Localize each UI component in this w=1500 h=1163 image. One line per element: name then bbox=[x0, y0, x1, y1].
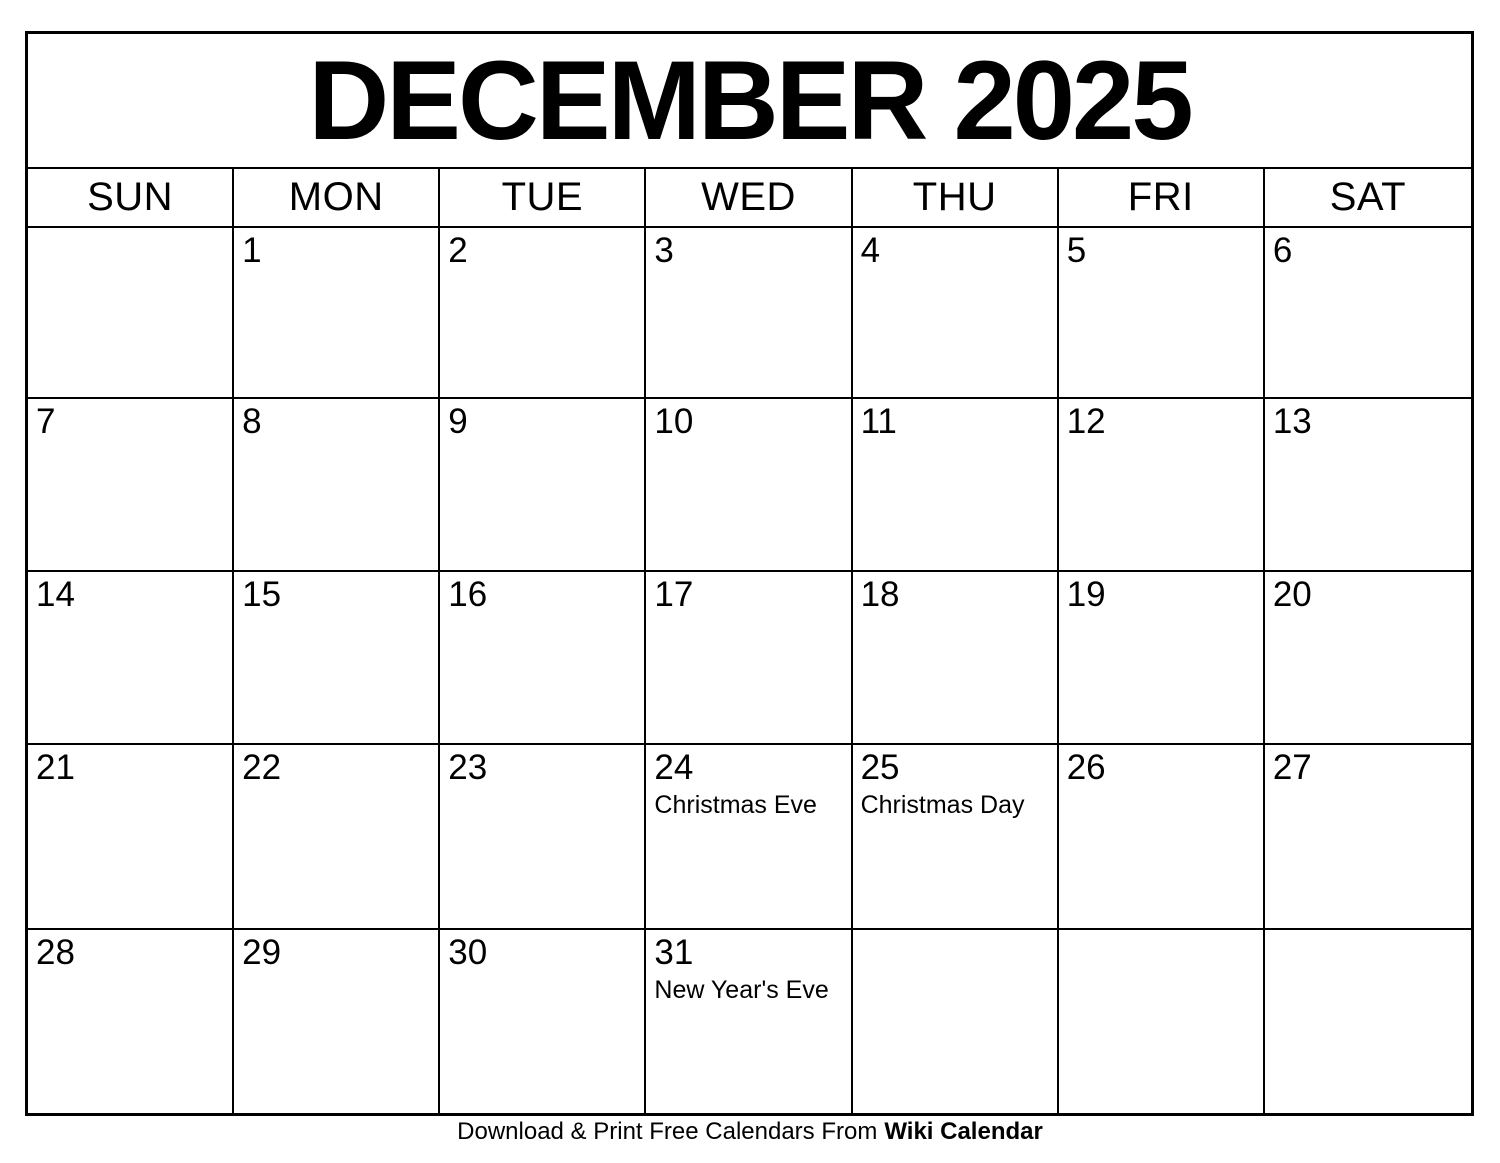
day-number: 2 bbox=[448, 231, 468, 270]
day-cell-3 bbox=[646, 228, 852, 399]
day-cell-4 bbox=[853, 228, 1059, 399]
day-cell-empty bbox=[1059, 930, 1265, 1113]
day-number: 21 bbox=[36, 748, 75, 787]
day-number: 7 bbox=[36, 402, 56, 441]
day-cell-29 bbox=[234, 930, 440, 1113]
day-number: 11 bbox=[860, 402, 897, 441]
day-cell-12 bbox=[1059, 399, 1265, 572]
day-cell-14 bbox=[28, 572, 234, 745]
day-cell-20 bbox=[1265, 572, 1471, 745]
footer bbox=[0, 1118, 1500, 1146]
day-cell-25 bbox=[853, 745, 1059, 930]
day-number bbox=[36, 231, 228, 271]
day-number: 22 bbox=[242, 748, 282, 787]
day-cell-9 bbox=[440, 399, 646, 572]
day-cell-31 bbox=[646, 930, 852, 1113]
day-number: 30 bbox=[448, 933, 488, 972]
day-number: 23 bbox=[448, 748, 488, 787]
day-cell-22 bbox=[234, 745, 440, 930]
day-cell-23 bbox=[440, 745, 646, 930]
calendar bbox=[25, 31, 1474, 1116]
day-cell-10 bbox=[646, 399, 852, 572]
holiday-label-christmas-day: Christmas Day bbox=[860, 791, 1025, 820]
day-cell-28 bbox=[28, 930, 234, 1113]
day-number: 24 bbox=[654, 748, 694, 787]
day-cell-1 bbox=[234, 228, 440, 399]
day-number: 13 bbox=[1272, 402, 1312, 441]
day-number: 20 bbox=[1272, 575, 1312, 614]
day-number: 1 bbox=[242, 231, 262, 270]
weekday-header-sun: SUN bbox=[28, 167, 234, 228]
day-cell-7 bbox=[28, 399, 234, 572]
day-cell-19 bbox=[1059, 572, 1265, 745]
day-number: 16 bbox=[448, 575, 488, 614]
day-number: 18 bbox=[860, 575, 900, 614]
day-number: 4 bbox=[860, 231, 881, 270]
day-number: 25 bbox=[860, 748, 900, 787]
weekday-header-fri: FRI bbox=[1059, 167, 1265, 228]
day-number: 6 bbox=[1272, 231, 1293, 270]
day-cell-27 bbox=[1265, 745, 1471, 930]
day-cell-24 bbox=[646, 745, 852, 930]
day-number: 5 bbox=[1066, 231, 1087, 270]
day-cell-16 bbox=[440, 572, 646, 745]
day-number: 26 bbox=[1066, 748, 1106, 787]
day-cell-11 bbox=[853, 399, 1059, 572]
day-number: 12 bbox=[1066, 402, 1106, 441]
day-number: 14 bbox=[36, 575, 75, 614]
weekday-header-thu: THU bbox=[853, 167, 1059, 228]
day-cell-5 bbox=[1059, 228, 1265, 399]
day-number: 17 bbox=[654, 575, 694, 614]
day-number: 31 bbox=[654, 933, 694, 972]
footer-text: Download & Print Free Calendars From bbox=[457, 1118, 878, 1145]
day-cell-18 bbox=[853, 572, 1059, 745]
day-number bbox=[861, 933, 1053, 973]
day-cell-empty bbox=[1265, 930, 1471, 1113]
day-number: 8 bbox=[242, 402, 262, 441]
day-cell-2 bbox=[440, 228, 646, 399]
day-number: 9 bbox=[448, 402, 468, 441]
day-number bbox=[1273, 933, 1467, 973]
day-cell-empty bbox=[853, 930, 1059, 1113]
day-number: 28 bbox=[36, 933, 75, 972]
day-cell-empty bbox=[28, 228, 234, 399]
day-number bbox=[1067, 933, 1259, 973]
day-cell-13 bbox=[1265, 399, 1471, 572]
day-cell-15 bbox=[234, 572, 440, 745]
day-cell-6 bbox=[1265, 228, 1471, 399]
weekday-header-mon: MON bbox=[234, 167, 440, 228]
calendar-title: DECEMBER 2025 bbox=[308, 38, 1191, 163]
holiday-label-new-years-eve: New Year's Eve bbox=[654, 976, 829, 1005]
footer-brand-link[interactable]: Wiki Calendar bbox=[884, 1118, 1043, 1145]
day-cell-8 bbox=[234, 399, 440, 572]
day-cell-26 bbox=[1059, 745, 1265, 930]
calendar-grid bbox=[28, 167, 1471, 1113]
day-number: 3 bbox=[654, 231, 674, 270]
day-number: 29 bbox=[242, 933, 282, 972]
weekday-header-sat: SAT bbox=[1265, 167, 1471, 228]
day-cell-30 bbox=[440, 930, 646, 1113]
holiday-label-christmas-eve: Christmas Eve bbox=[654, 791, 817, 820]
weekday-header-wed: WED bbox=[646, 167, 852, 228]
day-number: 15 bbox=[242, 575, 282, 614]
day-cell-21 bbox=[28, 745, 234, 930]
day-number: 10 bbox=[654, 402, 694, 441]
day-cell-17 bbox=[646, 572, 852, 745]
day-number: 27 bbox=[1272, 748, 1312, 787]
weekday-header-tue: TUE bbox=[440, 167, 646, 228]
day-number: 19 bbox=[1066, 575, 1106, 614]
